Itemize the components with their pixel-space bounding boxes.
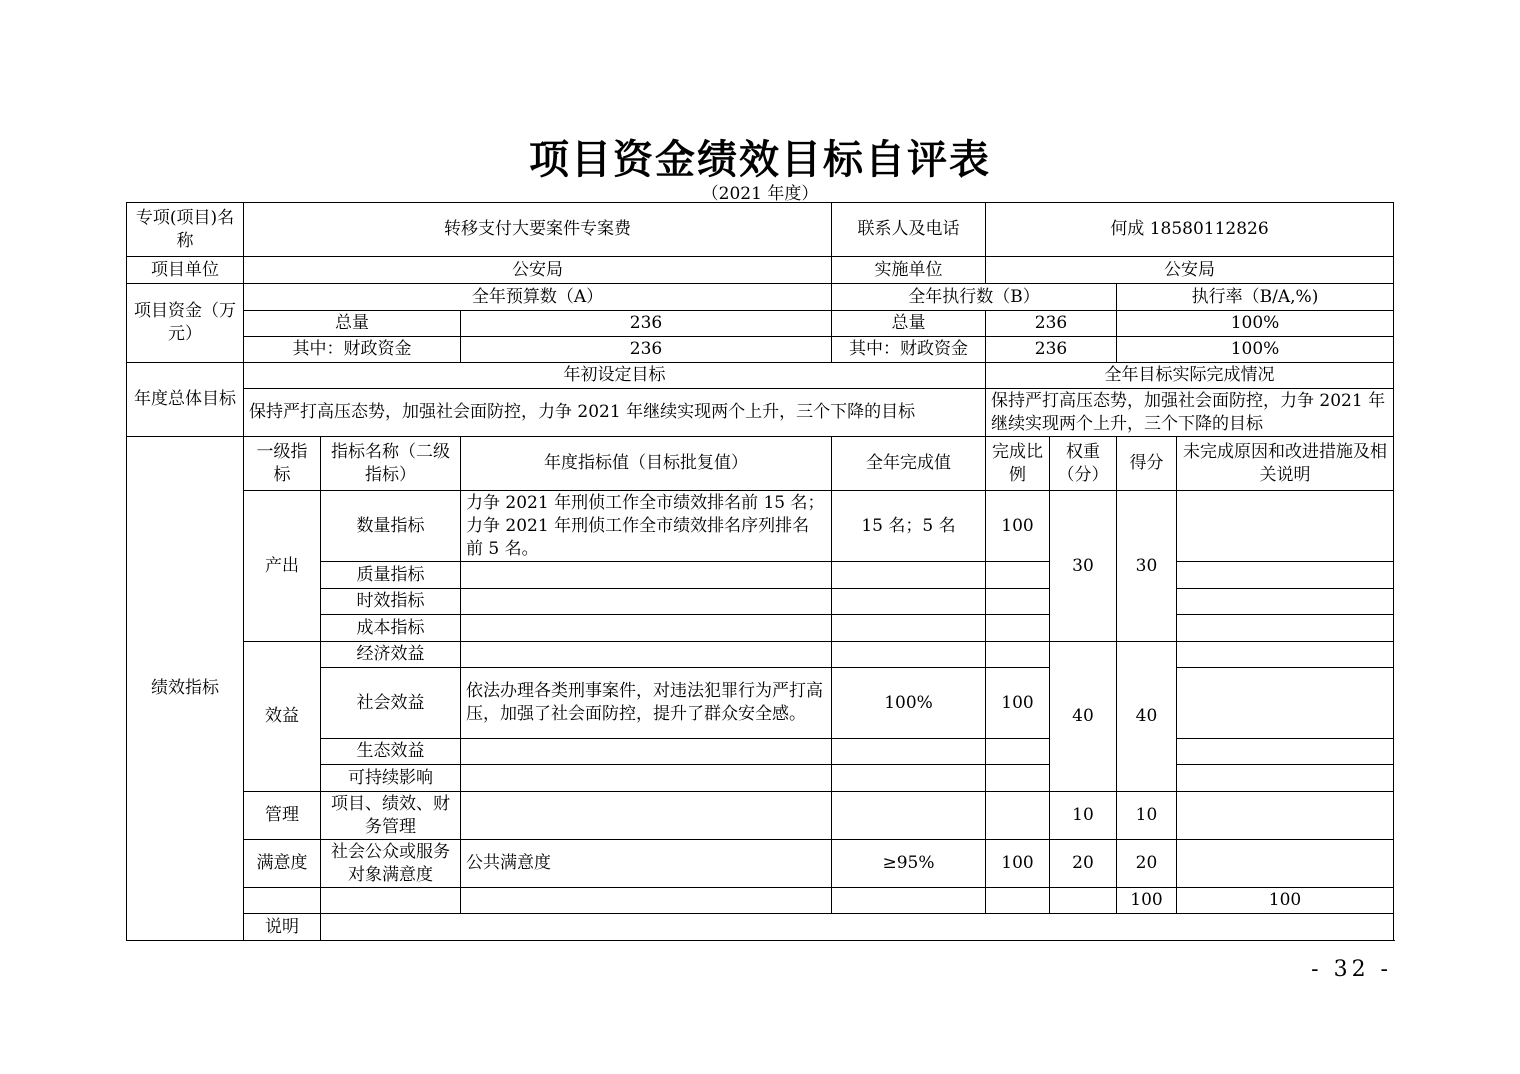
quantity-value: 力争 2021 年刑侦工作全市绩效排名前 15 名；力争 2021 年刑侦工作全市绩效排名序列排名前 5 名。 [461,491,832,562]
goals-set-header: 年初设定目标 [244,363,986,389]
exec-header: 全年执行数（B） [832,284,1117,311]
col-weight: 权重（分） [1050,437,1117,491]
empty-cell [461,888,832,914]
cost-indicator: 成本指标 [321,615,461,642]
reason-cell [1177,840,1394,888]
empty-cell [461,739,832,765]
fiscal-rate: 100% [1117,337,1394,363]
social-value: 依法办理各类刑事案件，对违法犯罪行为严打高压，加强了社会面防控，提升了群众安全感。 [461,668,832,739]
table-row [127,311,1394,337]
empty-cell [1050,888,1117,914]
benefit-score: 40 [1117,642,1177,792]
contact-value: 何成 18580112826 [986,203,1394,257]
table-row [127,257,1394,284]
benefit-weight: 40 [1050,642,1117,792]
quality-indicator: 质量指标 [321,562,461,589]
empty-cell [832,888,986,914]
output-label: 产出 [244,491,321,642]
table-row [127,914,1394,941]
social-ratio: 100 [986,668,1050,739]
impl-label: 实施单位 [832,257,986,284]
page-number: - 32 - [1311,957,1392,982]
satisfaction-done: ≥95% [832,840,986,888]
ecological-indicator: 生态效益 [321,739,461,765]
reason-cell [1177,491,1394,562]
quantity-ratio: 100 [986,491,1050,562]
table-row [127,437,1394,491]
reason-cell [1177,642,1394,668]
fiscal-budget: 236 [461,337,832,363]
notes-cell [321,914,1394,941]
empty-cell [986,589,1050,615]
empty-cell [244,888,321,914]
goals-actual-header: 全年目标实际完成情况 [986,363,1394,389]
col-done: 全年完成值 [832,437,986,491]
reason-cell [1177,792,1394,840]
total-rate: 100% [1117,311,1394,337]
economic-indicator: 经济效益 [321,642,461,668]
empty-cell [461,615,832,642]
empty-cell [832,765,986,792]
page-title: 项目资金绩效目标自评表 [529,136,991,183]
fiscal-label: 其中：财政资金 [244,337,461,363]
empty-cell [986,765,1050,792]
table-row [127,840,1394,888]
unit-value: 公安局 [244,257,832,284]
page-subtitle: （2021 年度） [701,184,819,204]
total-label: 总量 [244,311,461,337]
management-weight: 10 [1050,792,1117,840]
empty-cell [986,615,1050,642]
empty-cell [461,642,832,668]
table-row [127,792,1394,840]
project-name: 转移支付大要案件专案费 [244,203,832,257]
rate-header: 执行率（B/A,%) [1117,284,1394,311]
col-name: 指标名称（二级指标） [321,437,461,491]
impl-value: 公安局 [986,257,1394,284]
empty-cell [832,739,986,765]
empty-cell [986,792,1050,840]
satisfaction-value: 公共满意度 [461,840,832,888]
table-row [127,389,1394,437]
reason-cell [1177,589,1394,615]
indicators-label: 绩效指标 [127,437,244,941]
reason-cell [1177,562,1394,589]
fiscal-exec-label: 其中：财政资金 [832,337,986,363]
empty-cell [461,562,832,589]
empty-cell [461,765,832,792]
project-name-label: 专项(项目)名称 [127,203,244,257]
goals-set-text: 保持严打高压态势，加强社会面防控，力争 2021 年继续实现两个上升，三个下降的目标 [244,389,986,437]
management-score: 10 [1117,792,1177,840]
col-reason: 未完成原因和改进措施及相关说明 [1177,437,1394,491]
reason-cell [1177,739,1394,765]
goals-label: 年度总体目标 [127,363,244,437]
social-indicator: 社会效益 [321,668,461,739]
table-row [127,203,1394,257]
social-done: 100% [832,668,986,739]
funds-label: 项目资金（万元） [127,284,244,363]
total-weight: 100 [1117,888,1177,914]
satisfaction-weight: 20 [1050,840,1117,888]
contact-label: 联系人及电话 [832,203,986,257]
empty-cell [832,615,986,642]
empty-cell [461,792,832,840]
satisfaction-label: 满意度 [244,840,321,888]
satisfaction-score: 20 [1117,840,1177,888]
management-indicator: 项目、绩效、财务管理 [321,792,461,840]
satisfaction-ratio: 100 [986,840,1050,888]
empty-cell [832,562,986,589]
table-row [127,337,1394,363]
output-score: 30 [1117,491,1177,642]
output-weight: 30 [1050,491,1117,642]
col-value: 年度指标值（目标批复值） [461,437,832,491]
table-row [127,888,1394,914]
total-budget: 236 [461,311,832,337]
reason-cell [1177,765,1394,792]
quantity-indicator: 数量指标 [321,491,461,562]
satisfaction-indicator: 社会公众或服务对象满意度 [321,840,461,888]
col-score: 得分 [1117,437,1177,491]
total-score: 100 [1177,888,1394,914]
empty-cell [832,589,986,615]
unit-label: 项目单位 [127,257,244,284]
benefit-label: 效益 [244,642,321,792]
management-label: 管理 [244,792,321,840]
goals-actual-text: 保持严打高压态势，加强社会面防控，力争 2021 年继续实现两个上升，三个下降的目标 [986,389,1394,437]
col-level1: 一级指标 [244,437,321,491]
empty-cell [832,642,986,668]
table-row [127,491,1394,562]
empty-cell [986,562,1050,589]
empty-cell [832,792,986,840]
table-row [127,642,1394,668]
reason-cell [1177,615,1394,642]
empty-cell [986,888,1050,914]
notes-label: 说明 [244,914,321,941]
evaluation-table [126,202,1394,941]
sustainable-indicator: 可持续影响 [321,765,461,792]
fiscal-exec: 236 [986,337,1117,363]
budget-header: 全年预算数（A） [244,284,832,311]
col-ratio: 完成比例 [986,437,1050,491]
empty-cell [321,888,461,914]
table-row [127,363,1394,389]
empty-cell [986,739,1050,765]
quantity-done: 15 名；5 名 [832,491,986,562]
empty-cell [986,642,1050,668]
total-exec: 236 [986,311,1117,337]
timeliness-indicator: 时效指标 [321,589,461,615]
total-exec-label: 总量 [832,311,986,337]
empty-cell [461,589,832,615]
reason-cell [1177,668,1394,739]
table-row [127,284,1394,311]
